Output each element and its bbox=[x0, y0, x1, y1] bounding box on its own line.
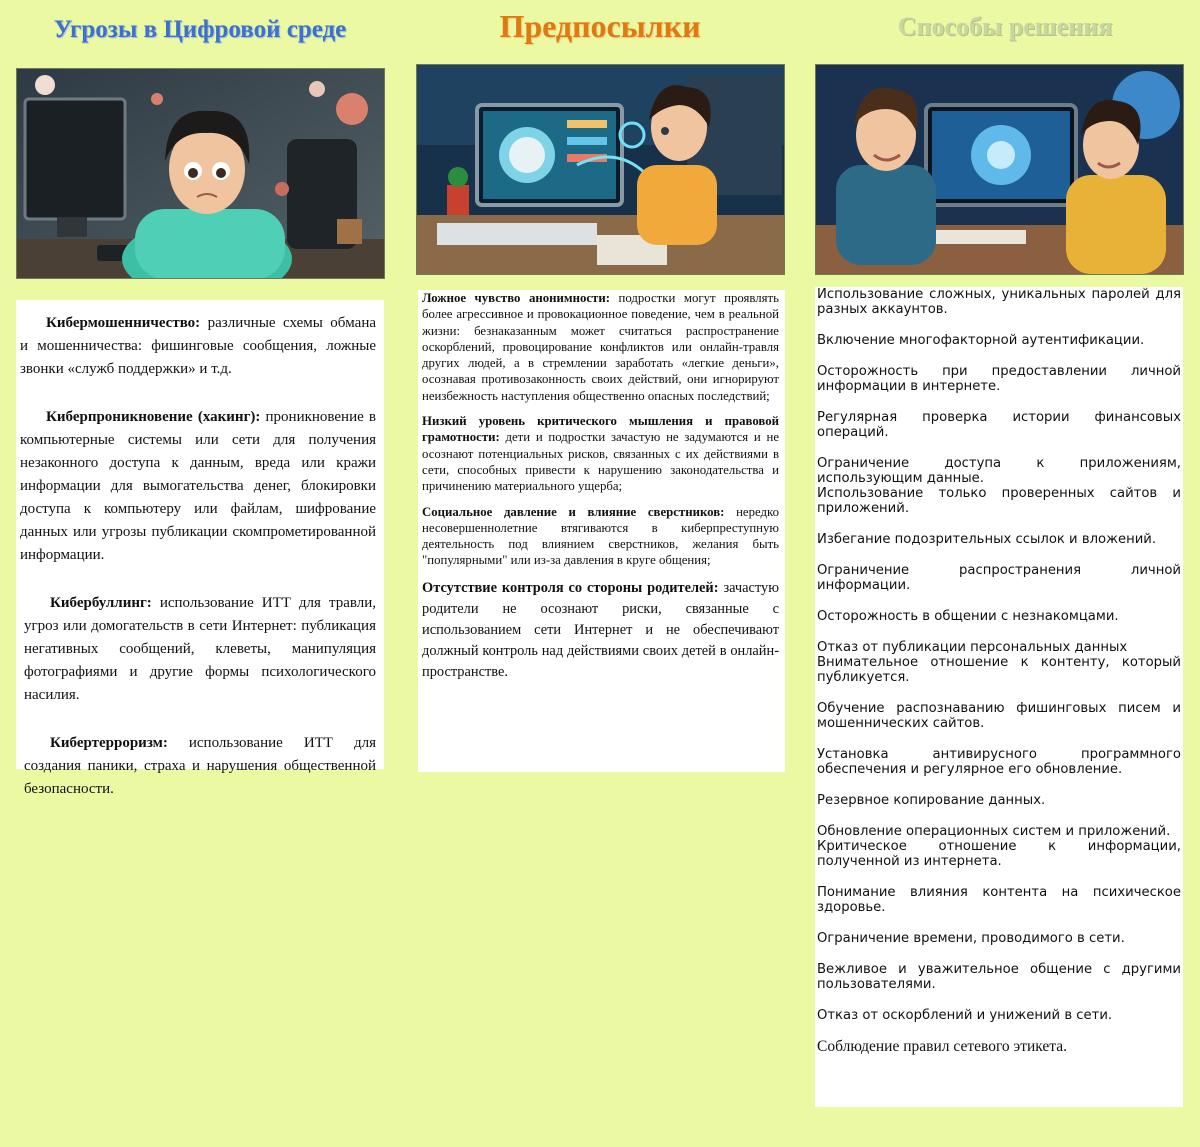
threat-entry bbox=[20, 592, 376, 707]
solution-item: Ограничение времени, проводимого в сети. bbox=[817, 931, 1125, 946]
solution-item: Резервное копирование данных. bbox=[817, 793, 1046, 808]
prerequisite-description: нередко несовершеннолетние втягиваются в киберпреступную деятельность под влиянием сверстников, желания быть "популярными" или из-за давления в круге общения; bbox=[422, 504, 779, 568]
solution-item: Обучение распознаванию фишинговых писем и мошеннических сайтов. bbox=[817, 701, 1181, 731]
prerequisite-entry bbox=[422, 578, 779, 683]
solution-item: Соблюдение правил сетевого этикета. bbox=[817, 1038, 1067, 1055]
threats-box bbox=[16, 300, 384, 797]
prerequisite-term: Социальное давление и влияние сверстников: bbox=[422, 504, 725, 519]
threat-description: использование ИТТ для травли, угроз или домогательств в сети Интернет: публикация негативных сообщений, клеветы, манипуляция фотографиями и другие формы психологического насилия. bbox=[24, 595, 376, 703]
solution-item: Отказ от публикации персональных данных bbox=[817, 640, 1128, 655]
threat-term: Киберпроникновение (хакинг): bbox=[46, 409, 261, 425]
prerequisite-term: Отсутствие контроля со стороны родителей: bbox=[422, 579, 719, 596]
prerequisite-entry bbox=[422, 290, 779, 404]
threat-description: различные схемы обмана и мошенничества: фишинговые сообщения, ложные звонки «служб поддержки» и т.д. bbox=[20, 315, 376, 377]
column-title-threats: Угрозы в Цифровой среде bbox=[53, 16, 347, 43]
solution-item: Избегание подозрительных ссылок и вложений. bbox=[817, 532, 1157, 547]
two-children-illustration-icon bbox=[815, 64, 1184, 275]
solution-item: Включение многофакторной аутентификации. bbox=[817, 333, 1145, 348]
solutions-box bbox=[815, 287, 1183, 1107]
solution-item: Использование только проверенных сайтов и приложений. bbox=[817, 486, 1181, 516]
threat-description: использование ИТТ для создания паники, страха и нарушения общественной безопасности. bbox=[24, 735, 376, 797]
threat-entry bbox=[20, 406, 376, 567]
threat-entry bbox=[20, 312, 376, 381]
prerequisite-description: дети и подростки зачастую не задумаются и не осознают потенциальных рисков, связанных с их действиями в сети, способных привести к нарушению законодательства и причинению материального ущерба; bbox=[422, 430, 779, 494]
solution-item: Внимательное отношение к контенту, который публикуется. bbox=[817, 655, 1181, 685]
prerequisite-entry bbox=[422, 504, 779, 569]
solution-item: Ограничение доступа к приложениям, использующим данные. bbox=[817, 456, 1181, 486]
prerequisite-description: подростки могут проявлять более агрессивное и провокационное поведение, чем в реальной жизни: безнаказанным может считаться распространение оскорблений, провоцирование конфликтов или онлайн-травля других людей, а в стремлении заработать «легкие деньги», осознавая противозаконность своих действий, они игнорируют неизбежность наступления общественно опасных последствий; bbox=[422, 291, 779, 403]
threat-term: Кибермошенничество: bbox=[46, 315, 201, 331]
prerequisites-box bbox=[418, 290, 785, 772]
solution-item: Осторожность при предоставлении личной информации в интернете. bbox=[817, 364, 1181, 394]
solution-item: Обновление операционных систем и приложений. bbox=[817, 824, 1171, 839]
prerequisite-description: зачастую родители не осознают риски, связанные с использованием сети Интернет и не обеспечивают должный контроль над действиями своих детей в онлайн-пространстве. bbox=[422, 579, 779, 680]
threat-description: проникновение в компьютерные системы или сети для получения незаконного доступа к данным, вреда или кражи информации для вымогательства денег, блокировки доступа к компьютеру или файлам, шифрование данных или угрозы публикации скомпрометированной информации. bbox=[20, 409, 376, 563]
solution-item: Осторожность в общении с незнакомцами. bbox=[817, 609, 1119, 624]
solution-item: Отказ от оскорблений и унижений в сети. bbox=[817, 1008, 1113, 1023]
futuristic-computer-illustration-icon bbox=[416, 64, 785, 275]
solution-item: Критическое отношение к информации, полученной из интернета. bbox=[817, 839, 1181, 869]
scared-child-illustration-icon bbox=[16, 68, 385, 279]
threat-term: Кибербуллинг: bbox=[50, 595, 152, 611]
solution-item: Понимание влияния контента на психическое здоровье. bbox=[817, 885, 1181, 915]
solution-item: Регулярная проверка истории финансовых операций. bbox=[817, 410, 1181, 440]
threat-term: Кибертерроризм: bbox=[50, 735, 168, 751]
solution-item: Использование сложных, уникальных паролей для разных аккаунтов. bbox=[817, 287, 1181, 317]
solution-item: Установка антивирусного программного обеспечения и регулярное его обновление. bbox=[817, 747, 1181, 777]
solution-item: Ограничение распространения личной информации. bbox=[817, 563, 1181, 593]
column-title-prerequisites: Предпосылки bbox=[499, 8, 701, 44]
column-title-solutions: Способы решения bbox=[897, 12, 1113, 41]
prerequisite-term: Низкий уровень критического мышления и правовой грамотности: bbox=[422, 414, 779, 445]
solution-item: Вежливое и уважительное общение с другими пользователями. bbox=[817, 962, 1181, 992]
prerequisite-entry bbox=[422, 413, 779, 494]
prerequisite-term: Ложное чувство анонимности: bbox=[422, 291, 610, 305]
threat-entry bbox=[20, 732, 376, 801]
